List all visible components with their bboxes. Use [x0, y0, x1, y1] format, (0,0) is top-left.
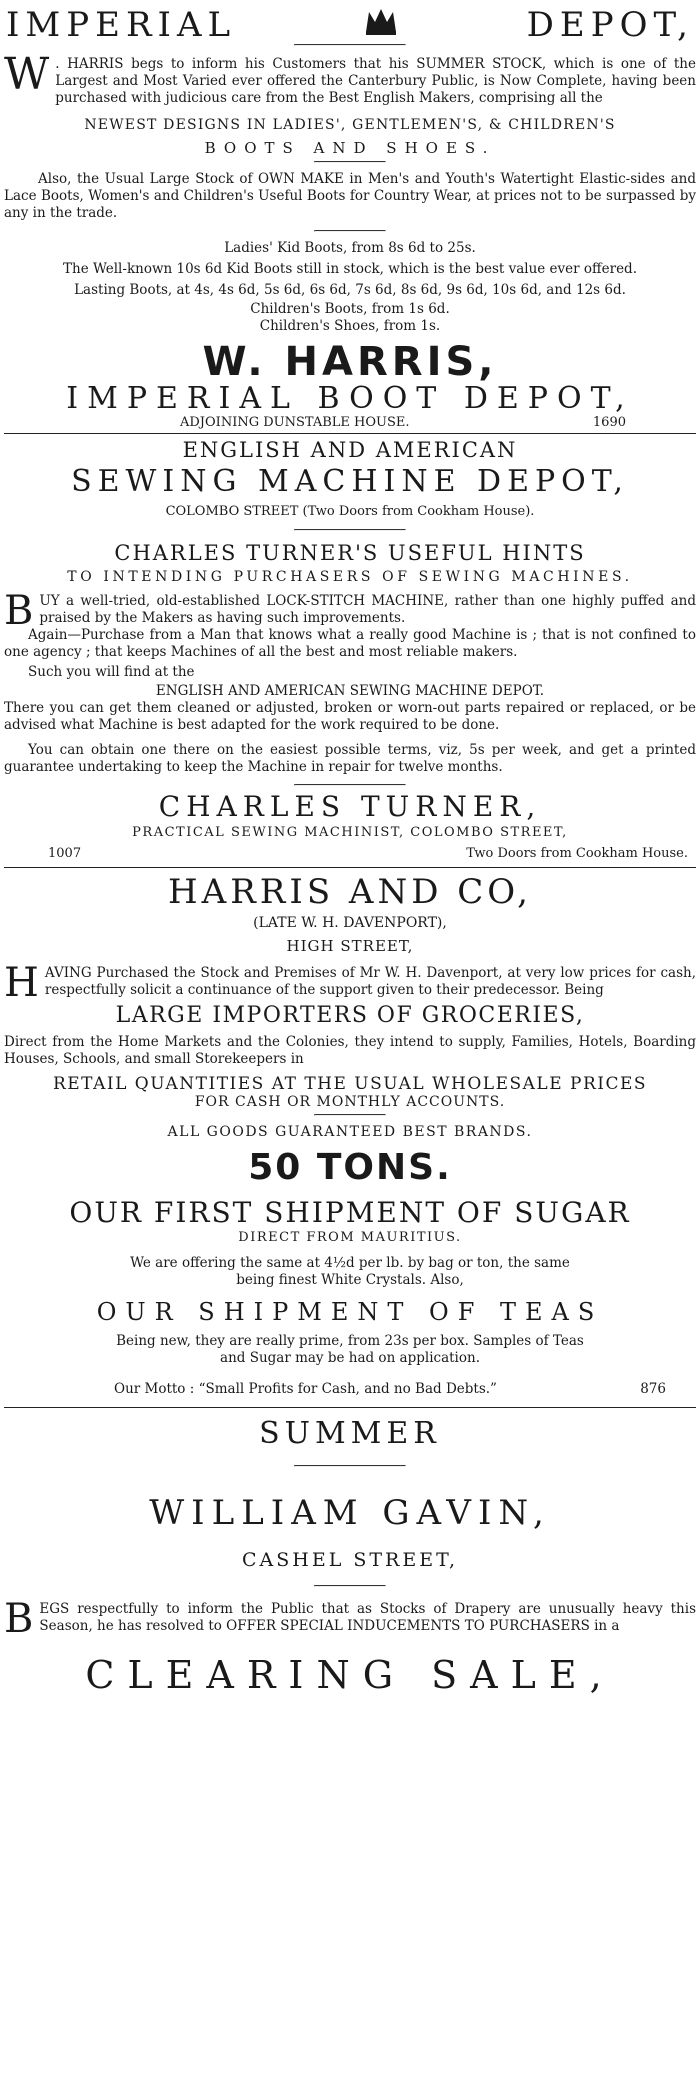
- ad4-begs-text: EGS respectfully to inform the Public that as Stocks of Drapery are unusually heavy this Season, he has resolved to OFFER SPECIAL INDUCEMENTS TO PURCHASERS in a: [39, 1601, 696, 1634]
- ad3-having-text: AVING Purchased the Stock and Premises of Mr W. H. Davenport, at very low prices for cash, respectfully solicit a continuance of the support given to their predecessor. Being: [44, 965, 696, 998]
- divider: [314, 1585, 386, 1587]
- ad4-name: WILLIAM GAVIN,: [149, 1493, 551, 1533]
- sewing-machine-depot-ad: [4, 438, 696, 861]
- drop-cap: B: [4, 1596, 34, 1642]
- ad3-name: HARRIS AND CO,: [167, 872, 532, 912]
- ad2-again: Again—Purchase from a Man that knows what a really good Machine is ; that is not confined to one agency ; that keeps Machines of all the best and most reliable makers.: [4, 627, 696, 660]
- ad1-header-right: DEPOT,: [526, 5, 694, 45]
- ad1-designs-line: NEWEST DESIGNS IN LADIES', GENTLEMEN'S, & CHILDREN'S: [84, 117, 616, 133]
- ad3-having: [4, 960, 696, 1006]
- ad2-depot: ENGLISH AND AMERICAN SEWING MACHINE DEPOT.: [155, 683, 545, 699]
- section-rule: [4, 867, 696, 868]
- ad3-motto: Our Motto : “Small Profits for Cash, and no Bad Debts.”: [114, 1381, 497, 1397]
- divider: [294, 784, 406, 786]
- ad2-line1: ENGLISH AND AMERICAN: [182, 438, 518, 462]
- section-rule: [4, 433, 696, 434]
- drop-cap: H: [4, 960, 39, 1006]
- ad3-late: (LATE W. H. DAVENPORT),: [253, 915, 447, 931]
- ad3-sugar: OUR FIRST SHIPMENT OF SUGAR: [69, 1196, 631, 1229]
- ad3-street: HIGH STREET,: [286, 937, 414, 955]
- ad3-guaranteed: ALL GOODS GUARANTEED BEST BRANDS.: [167, 1124, 533, 1140]
- ad3-retail: RETAIL QUANTITIES AT THE USUAL WHOLESALE PRICES: [52, 1074, 648, 1094]
- ad2-hints-sub: TO INTENDING PURCHASERS OF SEWING MACHINES.: [67, 569, 633, 585]
- ad1-header: [4, 5, 696, 45]
- ad3-offering: We are offering the same at 4½d per lb. by bag or ton, the same being finest White Crystals. Also,: [130, 1255, 570, 1288]
- ad1-subname: IMPERIAL BOOT DEPOT,: [66, 381, 634, 416]
- ad2-practical: PRACTICAL SEWING MACHINIST, COLOMBO STREET,: [132, 825, 568, 840]
- ad1-adjoining: ADJOINING DUNSTABLE HOUSE.: [180, 415, 410, 430]
- ad3-teas: OUR SHIPMENT OF TEAS: [96, 1298, 604, 1326]
- ad3-ref: 876: [640, 1381, 666, 1397]
- ad4-street: CASHEL STREET,: [241, 1549, 459, 1571]
- ad1-ref: 1690: [592, 415, 626, 430]
- ad2-ref: 1007: [48, 846, 82, 861]
- ad1-intro: [4, 49, 696, 107]
- ad3-direct: Direct from the Home Markets and the Colonies, they intend to supply, Families, Hotels, Boarding Houses, Schools, and small Storekeepers in: [4, 1034, 696, 1067]
- divider: [294, 44, 406, 46]
- ad1-footer: [4, 415, 696, 430]
- ad1-name: W. HARRIS,: [202, 339, 498, 385]
- ad3-mauritius: DIRECT FROM MAURITIUS.: [238, 1230, 462, 1245]
- ad1-price-list: [4, 238, 696, 335]
- divider: [314, 161, 386, 163]
- harris-and-co-ad: [4, 871, 696, 1397]
- price-item: Lasting Boots, at 4s, 4s 6d, 5s 6d, 6s 6d, 7s 6d, 8s 6d, 9s 6d, 10s 6d, and 12s 6d.: [74, 282, 626, 298]
- ad4-begs: [4, 1596, 696, 1642]
- ad2-buy-text: UY a well-tried, old-established LOCK-STITCH MACHINE, rather than one highly puffed and praised by the Makers as having such improvements.: [39, 593, 696, 626]
- ad1-intro-text: . HARRIS begs to inform his Customers that his SUMMER STOCK, which is one of the Largest and Most Varied ever offered the Canterbury Public, is Now Complete, having been purchased with judicious care from the Best English Makers, comprising all the: [55, 56, 696, 106]
- ad2-obtain: You can obtain one there on the easiest possible terms, viz, 5s per week, and get a printed guarantee undertaking to keep the Machine in repair for twelve months.: [4, 742, 696, 775]
- ad2-buy: [4, 588, 696, 634]
- divider: [294, 529, 406, 531]
- crown-emblem-icon: [363, 6, 399, 34]
- ad3-importers: LARGE IMPORTERS OF GROCERIES,: [115, 1003, 585, 1028]
- ad2-name: CHARLES TURNER,: [158, 790, 542, 823]
- ad1-also-text: Also, the Usual Large Stock of OWN MAKE in Men's and Youth's Watertight Elastic-sides and Lace Boots, Women's and Children's Useful Boots for Country Wear, at prices not to be surpassed by any in the trade.: [4, 171, 696, 221]
- ad4-summer: SUMMER: [259, 1416, 441, 1451]
- drop-cap: W: [4, 49, 50, 100]
- divider: [314, 1114, 386, 1116]
- ad4-clearing: CLEARING SALE,: [85, 1653, 615, 1697]
- price-item: The Well-known 10s 6d Kid Boots still in stock, which is the best value ever offered.: [63, 261, 637, 277]
- ad1-boots-line: BOOTS AND SHOES.: [204, 139, 496, 157]
- ad1-header-left: IMPERIAL: [6, 5, 237, 45]
- ad2-line2: SEWING MACHINE DEPOT,: [71, 464, 629, 499]
- drop-cap: B: [4, 588, 34, 634]
- price-item: Children's Shoes, from 1s.: [259, 318, 441, 334]
- ad2-line3: COLOMBO STREET (Two Doors from Cookham House).: [165, 504, 535, 519]
- ad2-footer: [4, 840, 696, 861]
- ad2-doors: Two Doors from Cookham House.: [466, 846, 688, 861]
- ad3-tons: 50 TONS.: [248, 1147, 452, 1188]
- ad3-cash: FOR CASH OR MONTHLY ACCOUNTS.: [194, 1094, 506, 1110]
- divider: [314, 230, 386, 232]
- section-rule: [4, 1407, 696, 1408]
- william-gavin-ad: [4, 1416, 696, 1697]
- divider: [294, 1465, 406, 1467]
- ad3-new: Being new, they are really prime, from 23s per box. Samples of Teas and Sugar may be had on application.: [116, 1333, 584, 1366]
- price-item: Ladies' Kid Boots, from 8s 6d to 25s.: [224, 240, 476, 256]
- ad3-footer: [4, 1367, 696, 1397]
- ad2-hints-title: CHARLES TURNER'S USEFUL HINTS: [114, 541, 586, 565]
- price-item: Children's Boots, from 1s 6d.: [250, 301, 450, 317]
- ad2-there: There you can get them cleaned or adjusted, broken or worn-out parts repaired or replaced, or be advised what Machine is best adapted for the work required to be done.: [4, 700, 696, 733]
- ad2-such: Such you will find at the: [28, 664, 195, 680]
- imperial-boot-depot-ad: [4, 6, 696, 430]
